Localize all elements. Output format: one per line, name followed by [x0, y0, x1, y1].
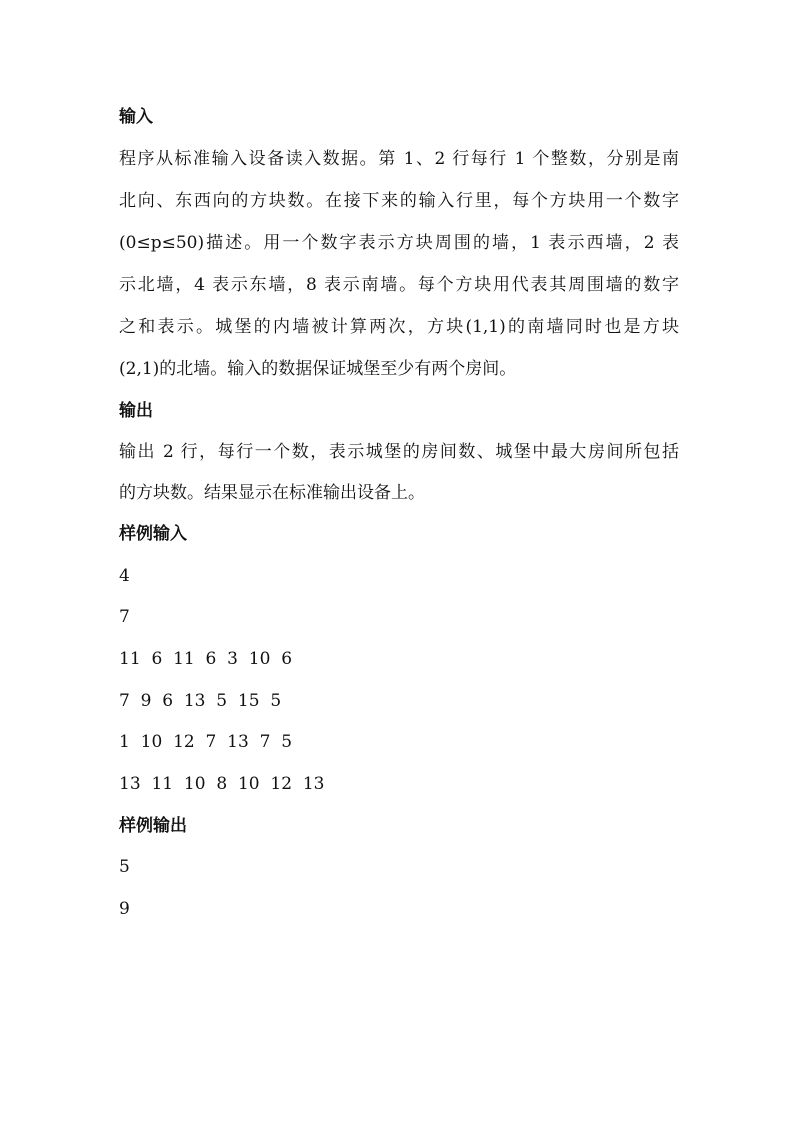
output-heading: 输出 [119, 401, 153, 421]
sample-output-line-1: 5 [119, 857, 130, 877]
sample-output-heading: 样例输出 [119, 816, 187, 836]
input-desc-line-6: (2,1)的北墙。输入的数据保证城堡至少有两个房间。 [119, 359, 517, 379]
input-desc-line-3: (0≤p≤50)描述。用一个数字表示方块周围的墙，1 表示西墙，2 表 [119, 233, 679, 253]
input-desc-line-5: 之和表示。城堡的内墙被计算两次，方块(1,1)的南墙同时也是方块 [119, 317, 679, 337]
sample-input-heading: 样例输入 [119, 524, 187, 544]
input-heading: 输入 [119, 107, 153, 127]
sample-input-line-1: 4 [119, 566, 130, 586]
sample-input-line-3: 11 6 11 6 3 10 6 [119, 649, 293, 669]
sample-input-line-5: 1 10 12 7 13 7 5 [119, 732, 293, 752]
sample-output-line-2: 9 [119, 899, 130, 919]
output-desc-line-1: 输出 2 行，每行一个数，表示城堡的房间数、城堡中最大房间所包括 [119, 442, 679, 462]
input-desc-line-2: 北向、东西向的方块数。在接下来的输入行里，每个方块用一个数字 [119, 191, 679, 211]
sample-input-line-2: 7 [119, 607, 130, 627]
output-desc-line-2: 的方块数。结果显示在标准输出设备上。 [119, 483, 425, 503]
sample-input-line-6: 13 11 10 8 10 12 13 [119, 774, 325, 794]
sample-input-line-4: 7 9 6 13 5 15 5 [119, 691, 282, 711]
input-desc-line-1: 程序从标准输入设备读入数据。第 1、2 行每行 1 个整数，分别是南 [119, 149, 679, 169]
input-desc-line-4: 示北墙，4 表示东墙，8 表示南墙。每个方块用代表其周围墙的数字 [119, 275, 679, 295]
